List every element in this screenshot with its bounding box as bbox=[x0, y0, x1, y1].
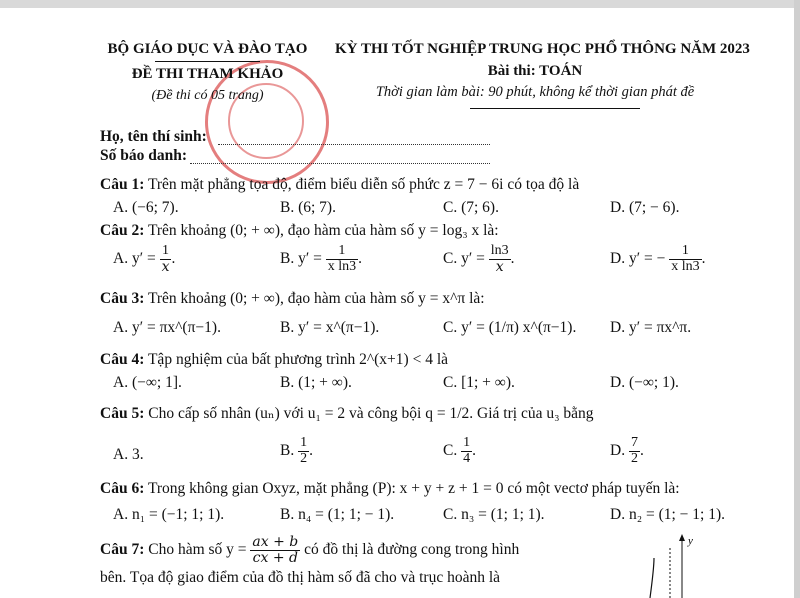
q4-option-d: D. (−∞; 1). bbox=[610, 374, 679, 391]
header-underline-right bbox=[470, 108, 640, 109]
q2-option-b: B. y′ = $\frac{1}{\text{x ln3}}$ . bbox=[280, 243, 362, 274]
q6-option-a: A. n₁ = (−1; 1; 1). bbox=[113, 506, 225, 523]
q2-a-prefix: A. y′ = bbox=[113, 249, 156, 267]
q5-c-num: 1 bbox=[463, 435, 471, 450]
exam-subject: Bài thi: TOÁN bbox=[487, 63, 583, 79]
pages-note: (Đề thi có 05 trang) bbox=[151, 88, 264, 103]
q2-a-num: 1 bbox=[160, 244, 172, 260]
q5-c-den: 4 bbox=[463, 450, 471, 466]
header-underline-left bbox=[155, 61, 260, 62]
question-3 bbox=[100, 290, 485, 308]
q5-option-d: D. $\frac{7}{2}$ . bbox=[610, 435, 644, 466]
q5-c-prefix: C. bbox=[443, 441, 458, 459]
q4-option-a: A. (−∞; 1]. bbox=[113, 374, 182, 391]
q2-c-den: x bbox=[495, 258, 504, 275]
candidate-name-label: Họ, tên thí sinh: bbox=[100, 128, 207, 145]
q2-option-a: A. y′ = $\frac{1}{x}$ . bbox=[113, 243, 176, 275]
q6-option-b: B. n₄ = (1; 1; − 1). bbox=[280, 506, 395, 523]
q2-option-d: D. y′ = − $\frac{1}{\text{x ln3}}$ . bbox=[610, 243, 706, 274]
q5-d-den: 2 bbox=[630, 450, 638, 466]
q2-d-num: 1 bbox=[669, 244, 701, 260]
q2-c-prefix: C. y′ = bbox=[443, 249, 485, 267]
candidate-id-label: Số báo danh: bbox=[100, 147, 188, 164]
q7-den: cx + d bbox=[252, 549, 299, 566]
q4-option-b: B. (1; + ∞). bbox=[280, 374, 352, 391]
viewer-top-bar bbox=[0, 0, 800, 8]
q6-option-c: C. n₃ = (1; 1; 1). bbox=[443, 506, 545, 523]
question-6 bbox=[100, 480, 680, 498]
q1-option-a: A. (−6; 7). bbox=[113, 199, 179, 216]
q3-option-a: A. y′ = πx^(π−1). bbox=[113, 319, 221, 336]
q6-option-d: D. n₂ = (1; − 1; 1). bbox=[610, 506, 726, 523]
q3-option-d: D. y′ = πx^π. bbox=[610, 319, 692, 336]
q1-option-d: D. (7; − 6). bbox=[610, 199, 680, 216]
question-6-text: Trong không gian Oxyz, mặt phẳng (P): x + y + z + 1 = 0 có một vectơ pháp tuyến là: bbox=[147, 480, 680, 497]
question-4 bbox=[100, 351, 448, 369]
question-2 bbox=[100, 222, 499, 240]
question-5-label: Câu 5: bbox=[100, 405, 145, 422]
question-1-label: Câu 1: bbox=[100, 176, 145, 193]
question-7-pre: Cho hàm số y = bbox=[148, 540, 247, 558]
q5-b-prefix: B. bbox=[280, 441, 295, 459]
question-6-label: Câu 6: bbox=[100, 480, 145, 497]
exam-time: Thời gian làm bài: 90 phút, không kể thời gian phát đề bbox=[375, 84, 695, 100]
question-7-line2: bên. Tọa độ giao điểm của đồ thị hàm số đã cho và trục hoành là bbox=[100, 569, 501, 586]
q7-graph bbox=[630, 528, 710, 598]
q5-b-den: 2 bbox=[300, 450, 308, 466]
q2-b-num: 1 bbox=[326, 244, 358, 260]
exam-title: KỲ THI TỐT NGHIỆP TRUNG HỌC PHỔ THÔNG NĂM 2023 bbox=[335, 41, 750, 57]
q2-option-c: C. y′ = $\frac{\ln 3}{x}$ . bbox=[443, 243, 515, 275]
doc-type: ĐỀ THI THAM KHẢO bbox=[131, 66, 284, 82]
q2-c-num: ln3 bbox=[490, 243, 509, 258]
q5-option-b: B. $\frac{1}{2}$ . bbox=[280, 435, 313, 466]
candidate-id-field[interactable] bbox=[190, 163, 490, 164]
question-3-text: Trên khoảng (0; + ∞), đạo hàm của hàm số y = x^π là: bbox=[147, 290, 485, 307]
question-7-label: Câu 7: bbox=[100, 540, 145, 558]
question-5 bbox=[100, 404, 593, 423]
question-1-text: Trên mặt phẳng tọa độ, điểm biểu diễn số phức z = 7 − 6i có tọa độ là bbox=[147, 176, 580, 193]
q2-b-prefix: B. y′ = bbox=[280, 249, 322, 267]
question-7 bbox=[100, 535, 519, 565]
question-4-label: Câu 4: bbox=[100, 351, 145, 368]
q3-option-c: C. y′ = (1/π) x^(π−1). bbox=[443, 319, 577, 336]
q7-y-axis-arrow bbox=[679, 534, 685, 541]
q5-d-prefix: D. bbox=[610, 441, 626, 459]
question-1 bbox=[100, 176, 579, 194]
q5-d-num: 7 bbox=[630, 435, 638, 450]
q2-b-den: x ln3 bbox=[327, 258, 357, 274]
q5-b-num: 1 bbox=[300, 435, 308, 450]
question-4-text: Tập nghiệm của bất phương trình 2^(x+1) < 4 là bbox=[147, 351, 449, 368]
q1-option-c: C. (7; 6). bbox=[443, 199, 499, 216]
q3-option-b: B. y′ = x^(π−1). bbox=[280, 319, 380, 336]
q7-y-label: y bbox=[688, 535, 693, 547]
q7-curve bbox=[650, 558, 654, 598]
ministry-name: BỘ GIÁO DỤC VÀ ĐÀO TẠO bbox=[107, 41, 308, 57]
q5-option-a: A. 3. bbox=[113, 446, 144, 463]
question-7-post: có đồ thị là đường cong trong hình bbox=[304, 540, 520, 558]
candidate-name-field[interactable] bbox=[218, 144, 490, 145]
q4-option-c: C. [1; + ∞). bbox=[443, 374, 515, 391]
question-2-text: Trên khoảng (0; + ∞), đạo hàm của hàm số y = log₃ x là: bbox=[147, 222, 499, 239]
q7-num: ax + b bbox=[252, 534, 299, 550]
q5-option-c: C. $\frac{1}{4}$ . bbox=[443, 435, 476, 466]
q2-d-prefix: D. y′ = − bbox=[610, 249, 666, 267]
q1-option-b: B. (6; 7). bbox=[280, 199, 336, 216]
exam-page bbox=[0, 8, 794, 598]
question-3-label: Câu 3: bbox=[100, 290, 145, 307]
q2-d-den: x ln3 bbox=[671, 258, 700, 274]
question-2-label: Câu 2: bbox=[100, 222, 145, 239]
q2-a-den: x bbox=[161, 258, 170, 275]
question-5-text: Cho cấp số nhân (uₙ) với u₁ = 2 và công bội q = 1/2. Giá trị của u₃ bằng bbox=[148, 405, 594, 422]
viewer-scrollbar[interactable] bbox=[794, 0, 800, 598]
